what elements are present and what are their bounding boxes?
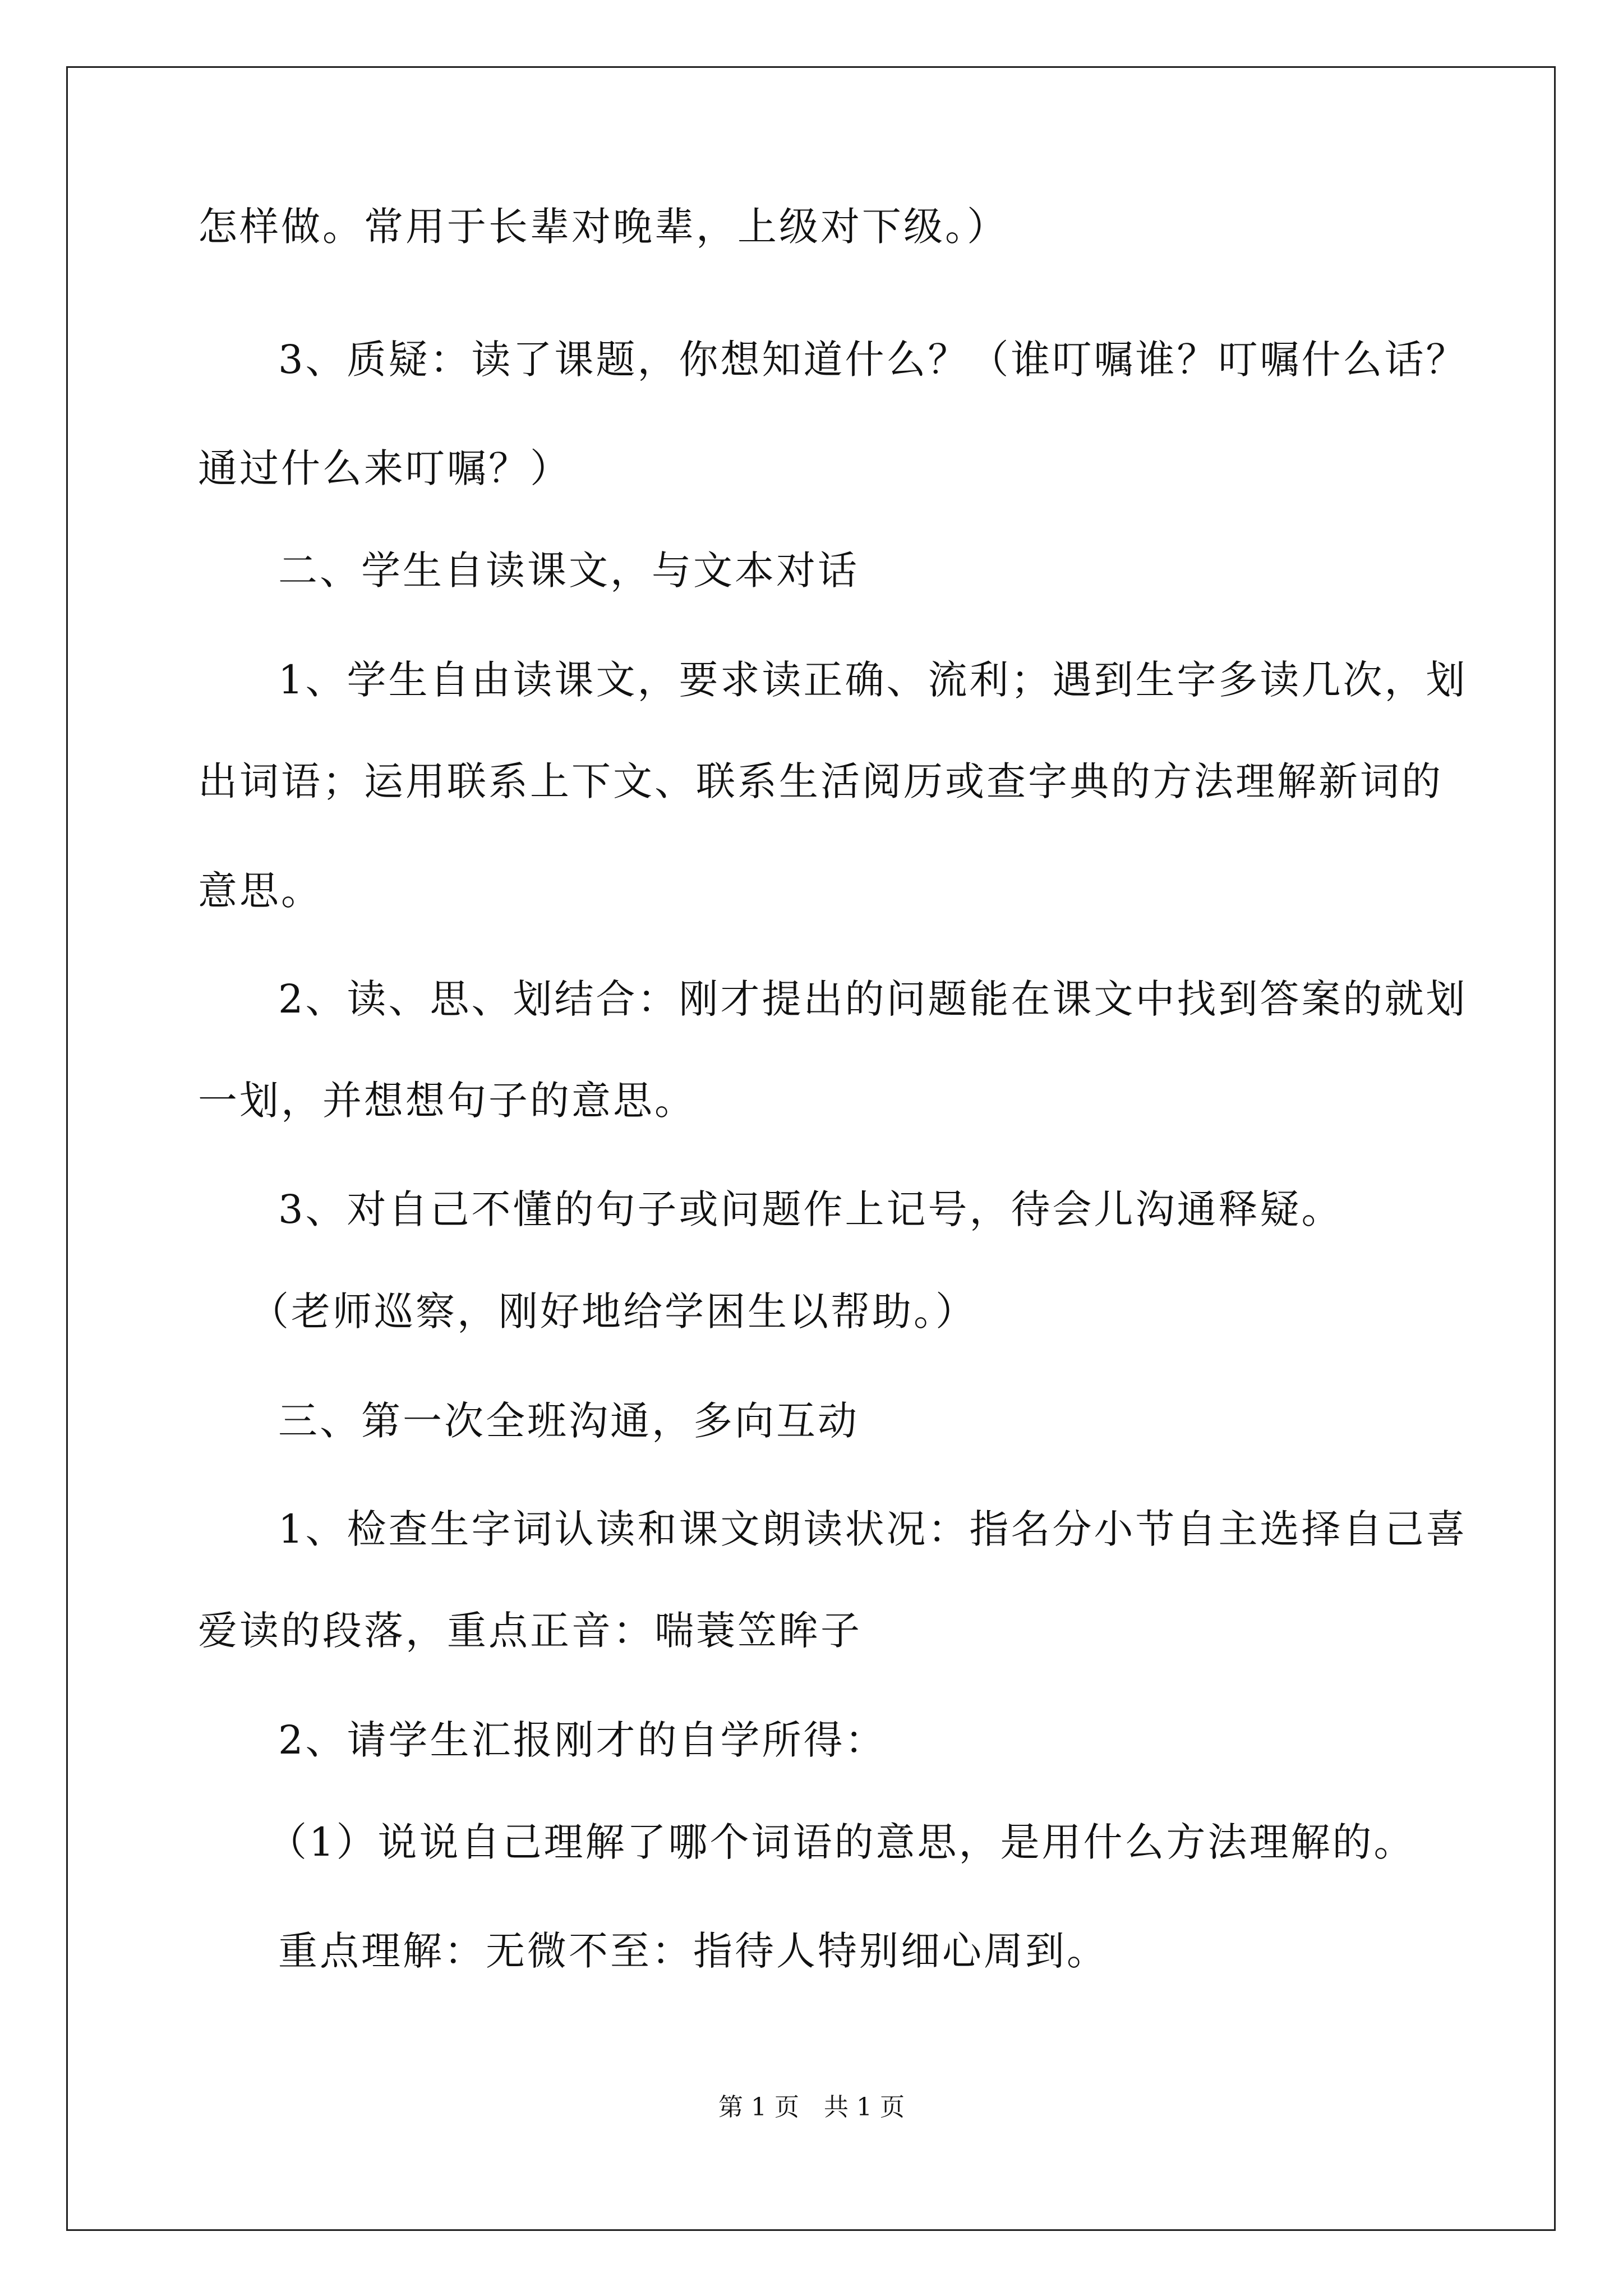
text-line: 3、对自己不懂的句子或问题作上记号，待会儿沟通释疑。 — [278, 1186, 1343, 1232]
text-line: 爱读的段落，重点正音：喘蓑笠眸子 — [198, 1608, 862, 1654]
text-line: 重点理解：无微不至：指待人特别细心周到。 — [278, 1928, 1108, 1974]
text-line: 1、检查生字词认读和课文朗读状况：指名分小节自主选择自己喜 — [278, 1506, 1468, 1552]
text-line: 3、质疑：读了课题，你想知道什么？（谁叮嘱谁？叮嘱什么话？ — [278, 337, 1468, 383]
text-line: 意思。 — [198, 868, 322, 914]
page-number: 第 1 页 共 1 页 — [718, 2093, 905, 2122]
text-line: 怎样做。常用于长辈对晚辈，上级对下级。） — [198, 204, 1008, 250]
text-line: 1、学生自由读课文，要求读正确、流利；遇到生字多读几次，划 — [278, 657, 1468, 703]
page-border — [66, 66, 1556, 2231]
text-line: 一划，并想想句子的意思。 — [198, 1078, 696, 1124]
text-line: 通过什么来叮嘱？） — [198, 445, 571, 491]
text-line: 2、请学生汇报刚才的自学所得： — [278, 1717, 887, 1763]
section-heading: 二、学生自读课文，与文本对话 — [278, 547, 859, 593]
section-heading: 三、第一次全班沟通，多向互动 — [278, 1398, 859, 1444]
text-line: 出词语；运用联系上下文、联系生活阅历或查字典的方法理解新词的 — [198, 758, 1443, 804]
text-line: （1）说说自己理解了哪个词语的意思，是用什么方法理解的。 — [268, 1819, 1415, 1865]
text-line: 2、读、思、划结合：刚才提出的问题能在课文中找到答案的就划 — [278, 976, 1468, 1022]
text-line: （老师巡察，刚好地给学困生以帮助。） — [250, 1289, 977, 1335]
